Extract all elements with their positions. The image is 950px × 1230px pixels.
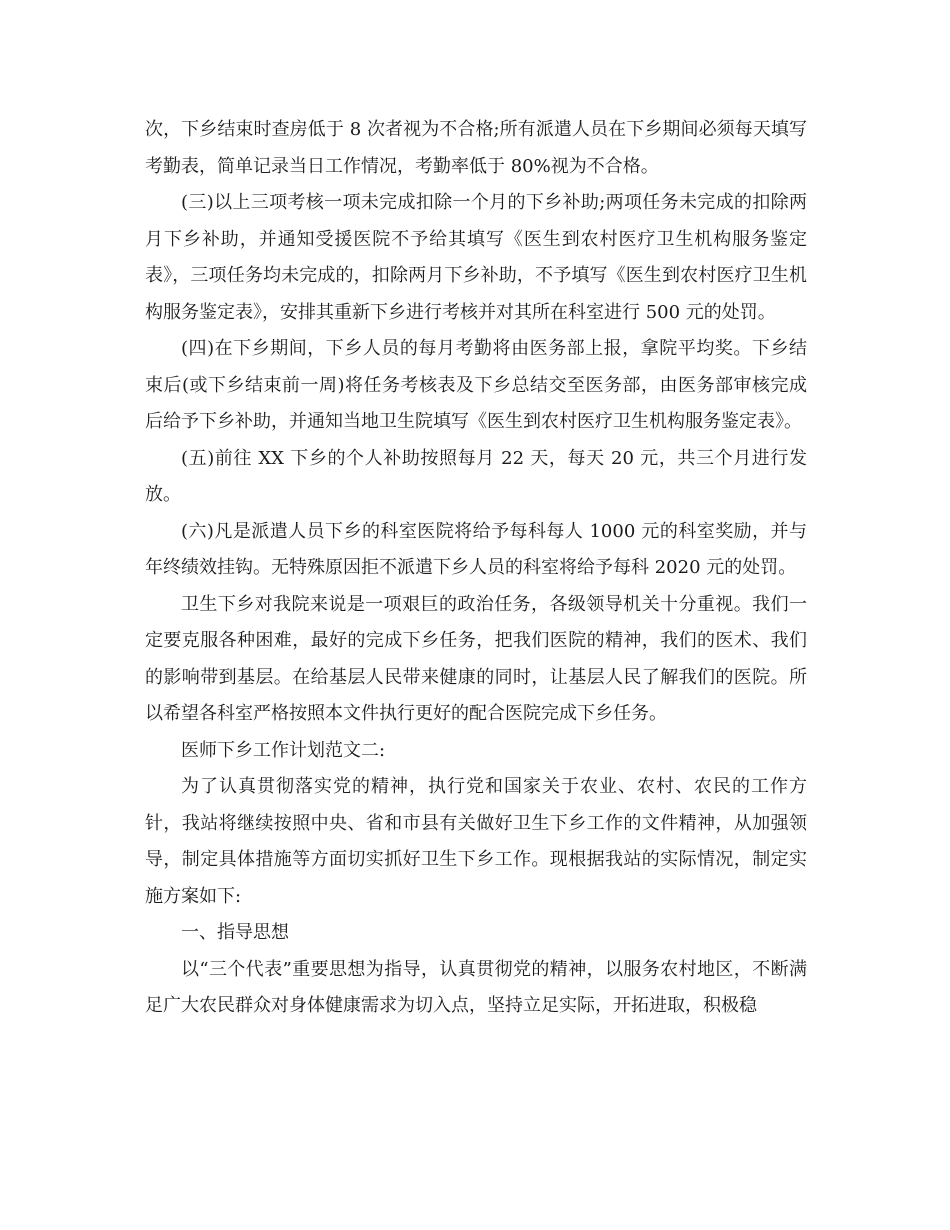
section-heading-sample-two: 医师下乡工作计划范文二: [181,739,386,761]
paragraph-item-6: (六)凡是派遣人员下乡的科室医院将给予每科每人 1000 元的科室奖励，并与年终绩效挂钩。无特殊原因拒不派遣下乡人员的科室将给予每科 2020 元的处罚。 [145,520,807,578]
paragraph-guiding-thought: 以“三个代表”重要思想为指导，认真贯彻党的精神，以服务农村地区，不断满足广大农民群众对身体健康需求为切入点，坚持立足实际，开拓进取，积极稳 [145,958,807,1016]
paragraph-continuation: 次，下乡结束时查房低于 8 次者视为不合格;所有派遣人员在下乡期间必须每天填写考勤表，简单记录当日工作情况，考勤率低于 80%视为不合格。 [145,119,807,177]
section-heading-guiding-thought: 一、指导思想 [181,922,289,943]
paragraph-intro: 为了认真贯彻落实党的精神，执行党和国家关于农业、农村、农民的工作方针，我站将继续按照中央、省和市县有关做好卫生下乡工作的文件精神，从加强领导，制定具体措施等方面切实抓好卫生下乡工作。现根据我站的实际情况，制定实施方案如下: [145,776,807,907]
paragraph-conclusion: 卫生下乡对我院来说是一项艰巨的政治任务，各级领导机关十分重视。我们一定要克服各种困难，最好的完成下乡任务，把我们医院的精神，我们的医术、我们的影响带到基层。在给基层人民带来健康的同时，让基层人民了解我们的医院。所以希望各科室严格按照本文件执行更好的配合医院完成下乡任务。 [145,593,807,724]
document-body [145,112,807,1025]
paragraph-item-3: (三)以上三项考核一项未完成扣除一个月的下乡补助;两项任务未完成的扣除两月下乡补助，并通知受援医院不予给其填写《医生到农村医疗卫生机构服务鉴定表》，三项任务均未完成的，扣除两月下乡补助，不予填写《医生到农村医疗卫生机构服务鉴定表》，安排其重新下乡进行考核并对其所在科室进行 500 元的处罚。 [145,192,807,323]
paragraph-item-4: (四)在下乡期间，下乡人员的每月考勤将由医务部上报，拿院平均奖。下乡结束后(或下乡结束前一周)将任务考核表及下乡总结交至医务部，由医务部审核完成后给予下乡补助，并通知当地卫生院填写《医生到农村医疗卫生机构服务鉴定表》。 [145,338,807,432]
paragraph-item-5: (五)前往 XX 下乡的个人补助按照每月 22 天，每天 20 元，共三个月进行发放。 [145,447,807,505]
